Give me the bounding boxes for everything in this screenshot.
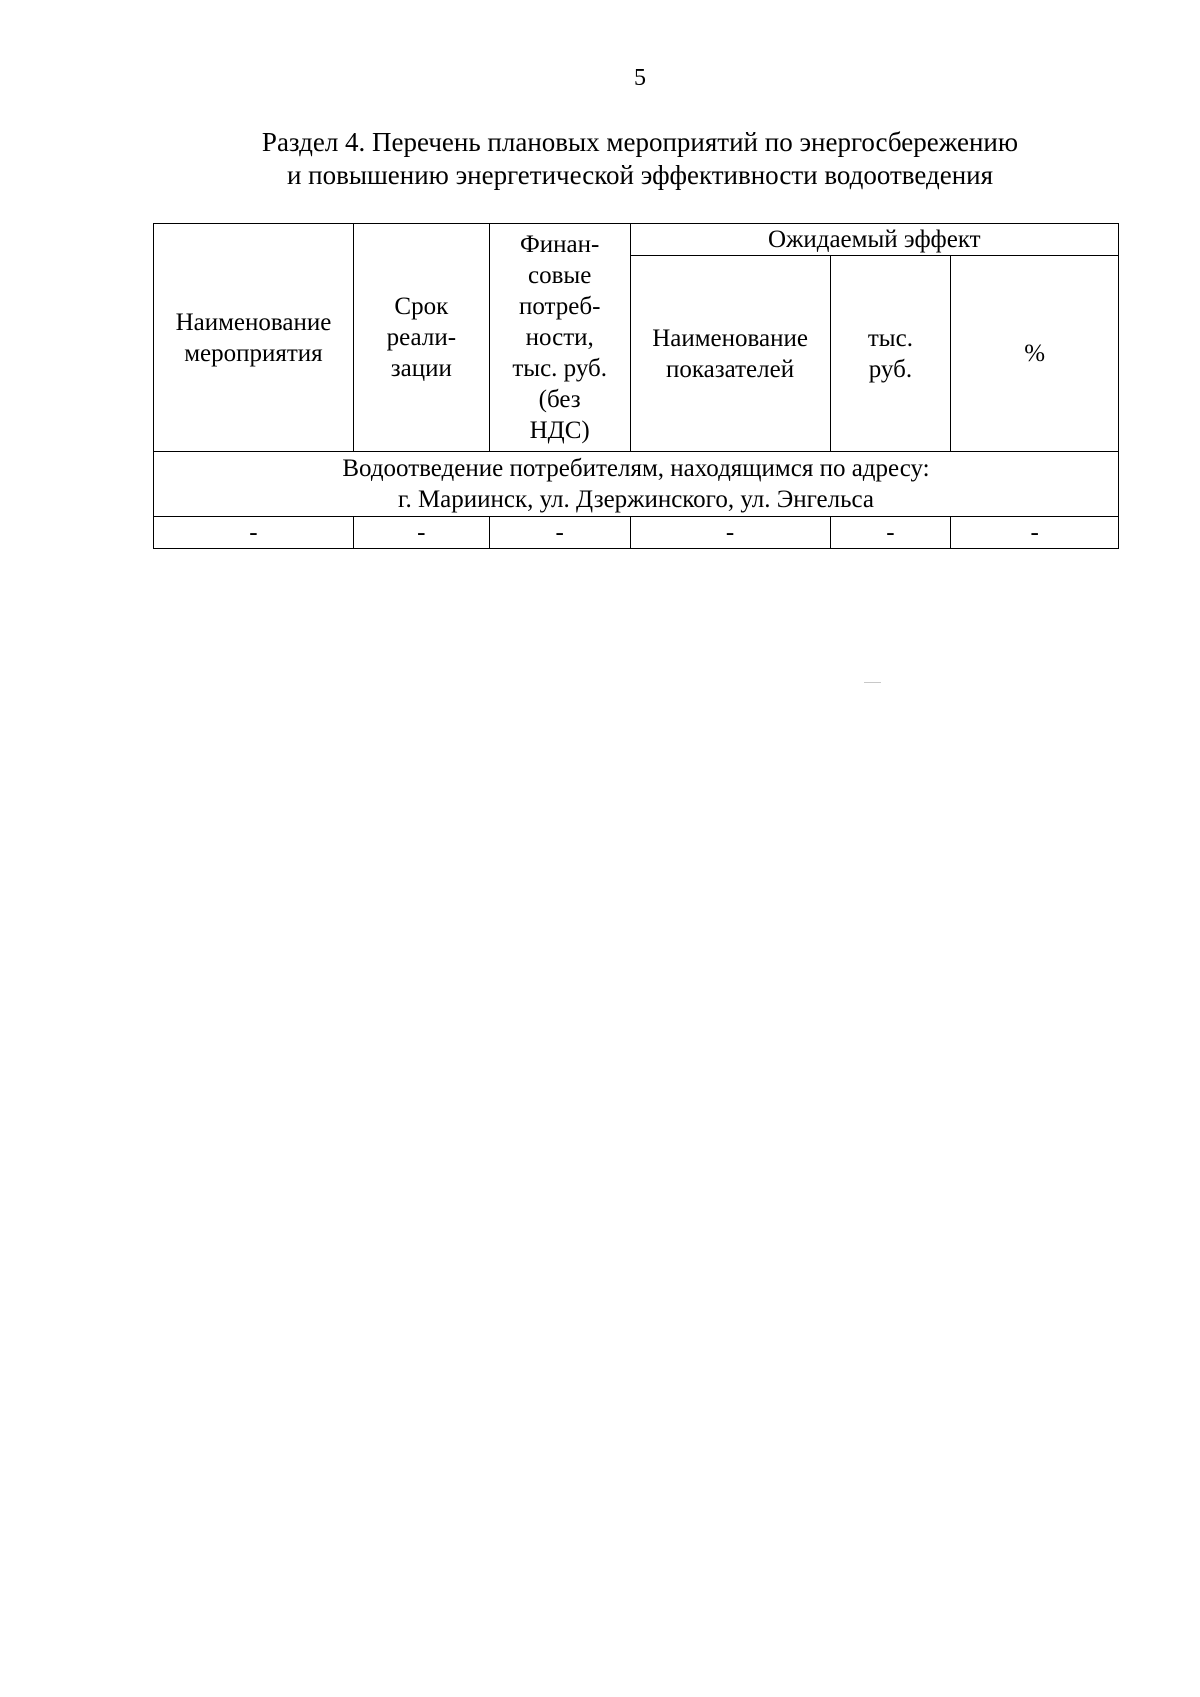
section-title (200, 126, 1080, 192)
header-event-name: Наименование мероприятия (154, 224, 354, 452)
table-row (154, 517, 1119, 549)
table-cell: - (154, 517, 354, 549)
header-term: Срок реали- зации (353, 224, 489, 452)
table-cell: - (951, 517, 1119, 549)
header-expected-effect: Ожидаемый эффект (630, 224, 1118, 256)
section-title-line-2: и повышению энергетической эффективности водоотведения (286, 160, 994, 190)
header-percent: % (951, 256, 1119, 452)
header-indicator-name: Наименование показателей (630, 256, 830, 452)
scan-artifact (864, 682, 881, 683)
measures-table (153, 223, 1119, 549)
table-location-row (154, 452, 1119, 517)
table-header-row (154, 224, 1119, 256)
header-financial-needs: Финан- совые потреб- ности, тыс. руб. (без НДС) (489, 224, 630, 452)
table-cell: - (630, 517, 830, 549)
table-cell: - (353, 517, 489, 549)
header-thousand-rub: тыс. руб. (830, 256, 951, 452)
table-cell: - (489, 517, 630, 549)
table-cell: - (830, 517, 951, 549)
location-cell: Водоотведение потребителям, находящимся по адресу: г. Мариинск, ул. Дзержинского, ул. Энгельса (154, 452, 1119, 517)
page-number: 5 (634, 65, 646, 91)
section-title-line-1: Раздел 4. Перечень плановых мероприятий по энергосбережению (261, 127, 1019, 157)
